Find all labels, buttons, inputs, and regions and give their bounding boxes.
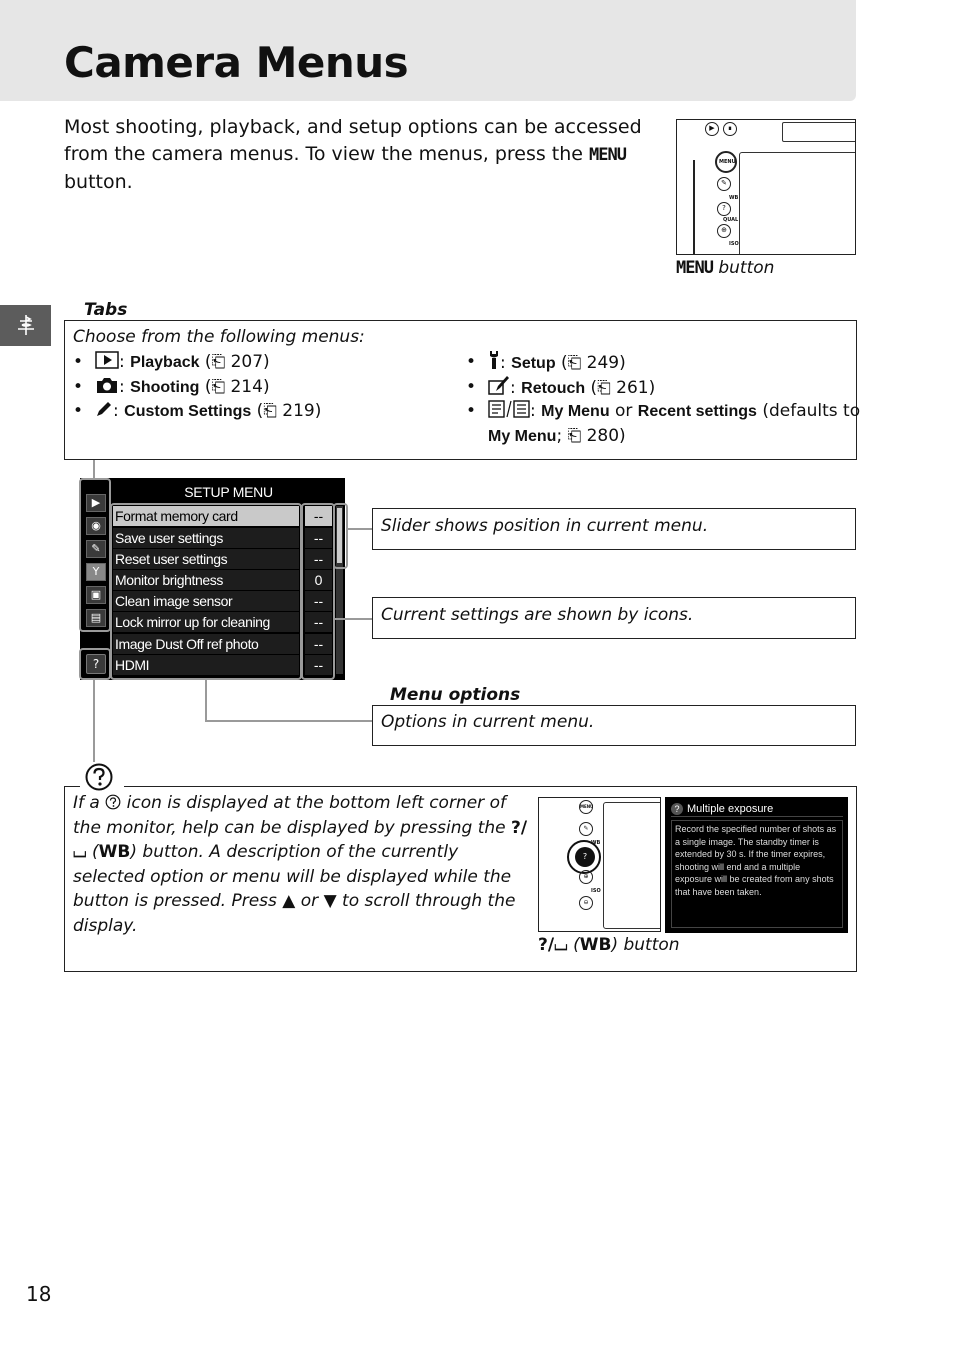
tab-item-playback: • : Playback (⎗ 207) <box>73 352 270 372</box>
help-button-caption: ?/⌴ (WB) button <box>538 935 680 955</box>
help-text-4: to scroll through the display. <box>73 891 516 936</box>
menu-row[interactable]: Format memory card <box>113 506 299 526</box>
retouch-button-icon: ✎ <box>579 822 593 836</box>
tab-or: or <box>609 401 638 421</box>
menu-tab-pencil-icon: ✎ <box>86 540 106 558</box>
help-cam-wb-label: WB <box>591 840 601 846</box>
tabs-label: Tabs <box>76 300 137 320</box>
tab-ref-line2: ; ⎗ 280) <box>556 426 626 446</box>
settings-leader-line <box>335 618 372 620</box>
tab-name: Retouch <box>521 380 586 397</box>
zoom-button-icon: ⊕ <box>717 224 731 238</box>
menu-help-icon: ? <box>86 654 106 674</box>
intro-paragraph <box>64 114 654 196</box>
help-paragraph <box>73 791 528 938</box>
inline-help-icon <box>105 794 121 810</box>
tabs-leader-line <box>93 460 95 478</box>
delete-button-icon: ∎ <box>723 122 737 136</box>
iso-label: ISO <box>729 241 739 247</box>
camera-monitor <box>739 152 856 255</box>
menu-row-value: -- <box>305 655 332 675</box>
bullet: • <box>466 377 477 397</box>
menu-tab-mymenu-icon: ▤ <box>86 609 106 627</box>
qual-label: QUAL <box>723 217 739 223</box>
tab-item-custom-settings: • : Custom Settings (⎗ 219) <box>73 401 322 421</box>
wb-label: WB <box>729 195 739 201</box>
menu-button-caption <box>676 258 774 278</box>
tab-item-my-menu: • : My Menu or Recent settings (defaults to My Menu; ⎗ 280) <box>466 401 861 446</box>
menu-row-value: 0 <box>305 570 332 590</box>
camera-top-plate <box>782 122 856 142</box>
retouch-icon <box>488 375 510 395</box>
menu-button-text: MENU <box>719 159 736 165</box>
menu-row-value: -- <box>305 591 332 611</box>
caption-text: button <box>712 258 775 278</box>
tabs-intro: Choose from the following menus: <box>73 327 365 347</box>
help-camera-monitor <box>603 802 661 929</box>
tab-ref: (⎗ 261) <box>585 378 656 398</box>
settings-callout-text: Current settings are shown by icons. <box>381 605 694 625</box>
tab-name-2: Recent settings <box>637 403 757 420</box>
options-leader-vertical <box>205 680 207 722</box>
bullet: • <box>466 352 477 372</box>
help-screen-title-text: Multiple exposure <box>687 803 774 815</box>
help-screen-body: Record the specified number of shots as a single image. The standby timer is extended by 30 s. If the timer expires, shooting will end and a multiple exposure will be created from any shots that have been taken. <box>671 820 843 928</box>
up-arrow-icon: ▲ <box>282 891 296 911</box>
tabs-highlight <box>79 478 111 632</box>
camera-icon <box>95 376 119 394</box>
tab-name: Custom Settings <box>124 403 252 420</box>
slider-leader-line <box>347 528 372 530</box>
menu-tab-camera-icon: ◉ <box>86 517 106 535</box>
menu-row-value: -- <box>305 549 332 569</box>
help-cam-iso-label: ISO <box>591 888 601 894</box>
caption-wb: WB <box>579 935 612 955</box>
values-highlight <box>301 503 335 680</box>
menu-tab-playback-icon: ▶ <box>86 494 106 512</box>
help-text-1: If a <box>73 793 106 813</box>
playback-button-icon: ▶ <box>705 122 719 136</box>
help-button-icon: ? <box>717 202 731 216</box>
help-camera-illustration <box>538 797 661 932</box>
menu-options-label: Menu options <box>382 685 530 705</box>
menu-row[interactable]: Save user settings <box>113 528 299 548</box>
help-screen-title <box>671 802 843 817</box>
bullet: • <box>73 401 84 421</box>
camera-back-illustration <box>676 119 856 255</box>
tab-name: Setup <box>511 355 556 372</box>
help-text-3: button. A description of the currently selected option or menu will be displayed while the button is pressed. Press <box>73 842 512 911</box>
help-wb-label: WB <box>98 842 131 862</box>
menu-key-label: MENU <box>589 145 626 165</box>
pencil-icon <box>95 400 113 418</box>
tab-name: My Menu <box>541 403 610 420</box>
caption-menu-key: MENU <box>676 258 713 278</box>
playback-icon <box>95 351 119 369</box>
menu-row-value: -- <box>305 634 332 654</box>
menu-row[interactable]: Reset user settings <box>113 549 299 569</box>
menu-row-value: -- <box>305 506 332 526</box>
weathervane-icon <box>14 313 38 337</box>
tab-name: Shooting <box>130 379 200 396</box>
menu-row[interactable]: Lock mirror up for cleaning <box>113 612 299 632</box>
tab-ref: (⎗ 214) <box>199 377 270 397</box>
bullet: • <box>466 401 477 421</box>
help-leader-line <box>93 680 95 764</box>
intro-text: Most shooting, playback, and setup options can be accessed from the camera menus. To view the menus, press the <box>64 116 642 165</box>
tab-ref: (defaults to <box>756 401 861 421</box>
help-wb-close: ) <box>130 842 138 862</box>
help-circle-icon <box>84 762 114 792</box>
tab-ref: (⎗ 207) <box>199 352 270 372</box>
menu-title: SETUP MENU <box>113 481 344 502</box>
menu-row-value: -- <box>305 612 332 632</box>
tab-ref-name: My Menu <box>488 428 557 445</box>
tab-ref: (⎗ 219) <box>251 401 322 421</box>
help-icon-highlight <box>79 648 111 680</box>
menu-row[interactable]: Monitor brightness <box>113 570 299 590</box>
caption-key-glyph: ?/⌴ <box>538 935 568 955</box>
menu-tab-retouch-icon: ▣ <box>86 586 106 604</box>
menu-row-value: -- <box>305 528 332 548</box>
menu-row[interactable]: HDMI <box>113 655 299 675</box>
page-title: Camera Menus <box>64 38 409 87</box>
my-menu-icon <box>488 400 530 418</box>
caption-text: ) button <box>611 935 680 955</box>
menu-row[interactable]: Clean image sensor <box>113 591 299 611</box>
help-cam-menu-label: MENU <box>580 804 594 809</box>
options-leader-horizontal <box>205 720 372 722</box>
help-screen-icon: ? <box>671 803 683 815</box>
tab-item-setup: • : Setup (⎗ 249) <box>466 352 626 373</box>
tab-ref: (⎗ 249) <box>555 353 626 373</box>
bullet: • <box>73 377 84 397</box>
leader-line <box>693 160 695 255</box>
help-wb-open: ( <box>86 842 99 862</box>
help-or: or <box>295 891 324 911</box>
intro-text-end: button. <box>64 171 133 193</box>
options-highlight <box>110 503 302 680</box>
options-callout-text: Options in current menu. <box>381 712 595 732</box>
tab-name: Playback <box>130 354 200 371</box>
wrench-icon <box>488 350 500 370</box>
tab-item-shooting: • : Shooting (⎗ 214) <box>73 377 270 397</box>
tab-item-retouch: • : Retouch (⎗ 261) <box>466 377 656 398</box>
zoom-in-button-icon: ⊕ <box>579 870 593 884</box>
help-display-screen <box>665 797 848 933</box>
slider-highlight <box>333 503 348 569</box>
menu-row[interactable]: Image Dust Off ref photo <box>113 634 299 654</box>
retouch-button-icon: ✎ <box>717 177 731 191</box>
help-text-2: icon is displayed at the bottom left corner of the monitor, help can be displayed by pressing the <box>73 793 512 838</box>
zoom-out-button-icon: ⊖ <box>579 896 593 910</box>
page-number: 18 <box>26 1282 52 1306</box>
help-key-button-icon: ? <box>575 847 595 867</box>
chapter-side-tab <box>0 305 51 346</box>
bullet: • <box>73 352 84 372</box>
help-key-glyph: ?/⌴ <box>73 817 528 862</box>
slider-callout-text: Slider shows position in current menu. <box>381 516 709 536</box>
down-arrow-icon: ▼ <box>323 891 337 911</box>
menu-tab-wrench-icon: Y <box>86 563 106 581</box>
